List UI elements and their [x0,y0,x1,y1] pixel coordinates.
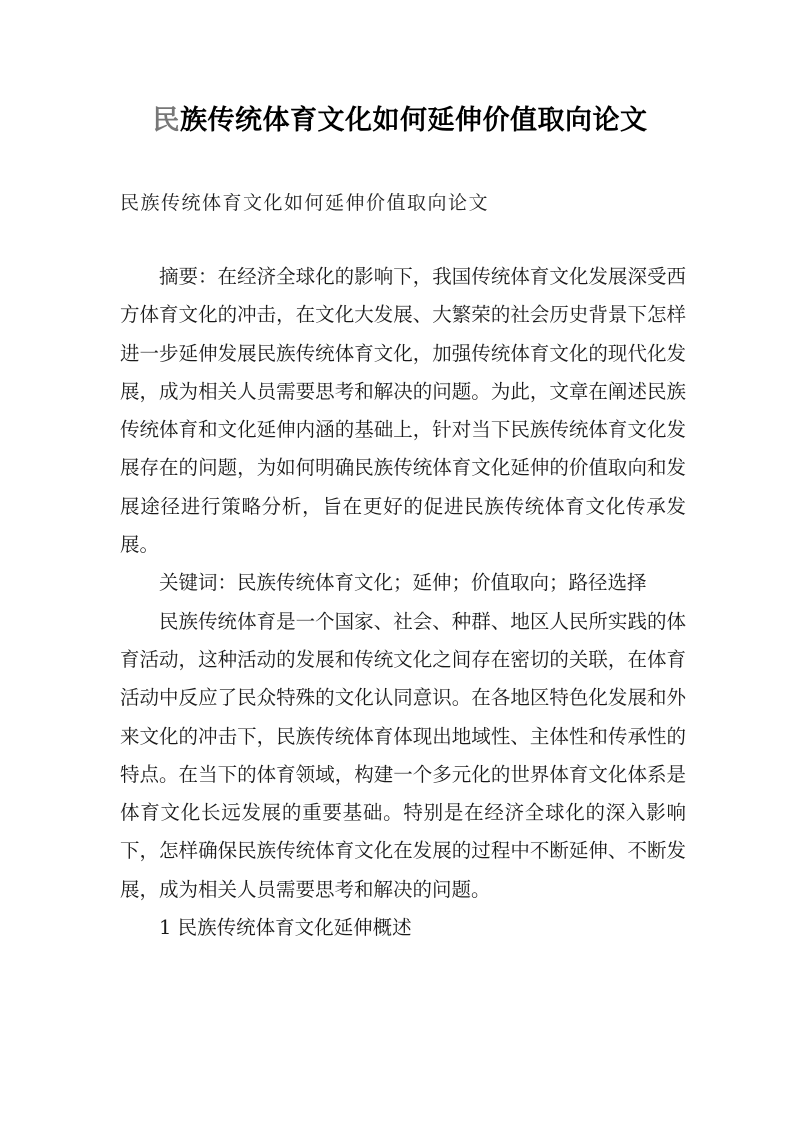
document-subtitle: 民族传统体育文化如何延伸价值取向论文 [120,192,490,214]
document-body [120,258,686,947]
section-heading: 1 民族传统体育文化延伸概述 [159,916,412,940]
document-title [0,98,800,137]
intro-paragraph: 民族传统体育是一个国家、社会、种群、地区人民所实践的体育活动，这种活动的发展和传统文化之间存在密切的关联，在体育活动中反应了民众特殊的文化认同意识。在各地区特色化发展和外来文化的冲击下，民族传统体育体现出地域性、主体性和传承性的特点。在当下的体育领域，构建一个多元化的世界体育文化体系是体育文化长远发展的重要基础。特别是在经济全球化的深入影响下，怎样确保民族传统体育文化在发展的过程中不断延伸、不断发展，成为相关人员需要思考和解决的问题。 [120,609,686,901]
keywords-paragraph: 关键词：民族传统体育文化；延伸；价值取向；路径选择 [159,571,647,595]
title-text: 族传统体育文化如何延伸价值取向论文 [180,105,648,136]
abstract-paragraph: 摘要：在经济全球化的影响下，我国传统体育文化发展深受西方体育文化的冲击，在文化大发展、大繁荣的社会历史背景下怎样进一步延伸发展民族传统体育文化，加强传统体育文化的现代化发展，成为相关人员需要思考和解决的问题。为此，文章在阐述民族传统体育和文化延伸内涵的基础上，针对当下民族传统体育文化发展存在的问题，为如何明确民族传统体育文化延伸的价值取向和发展途径进行策略分析，旨在更好的促进民族传统体育文化传承发展。 [120,265,686,557]
title-first-char: 民 [152,105,180,136]
